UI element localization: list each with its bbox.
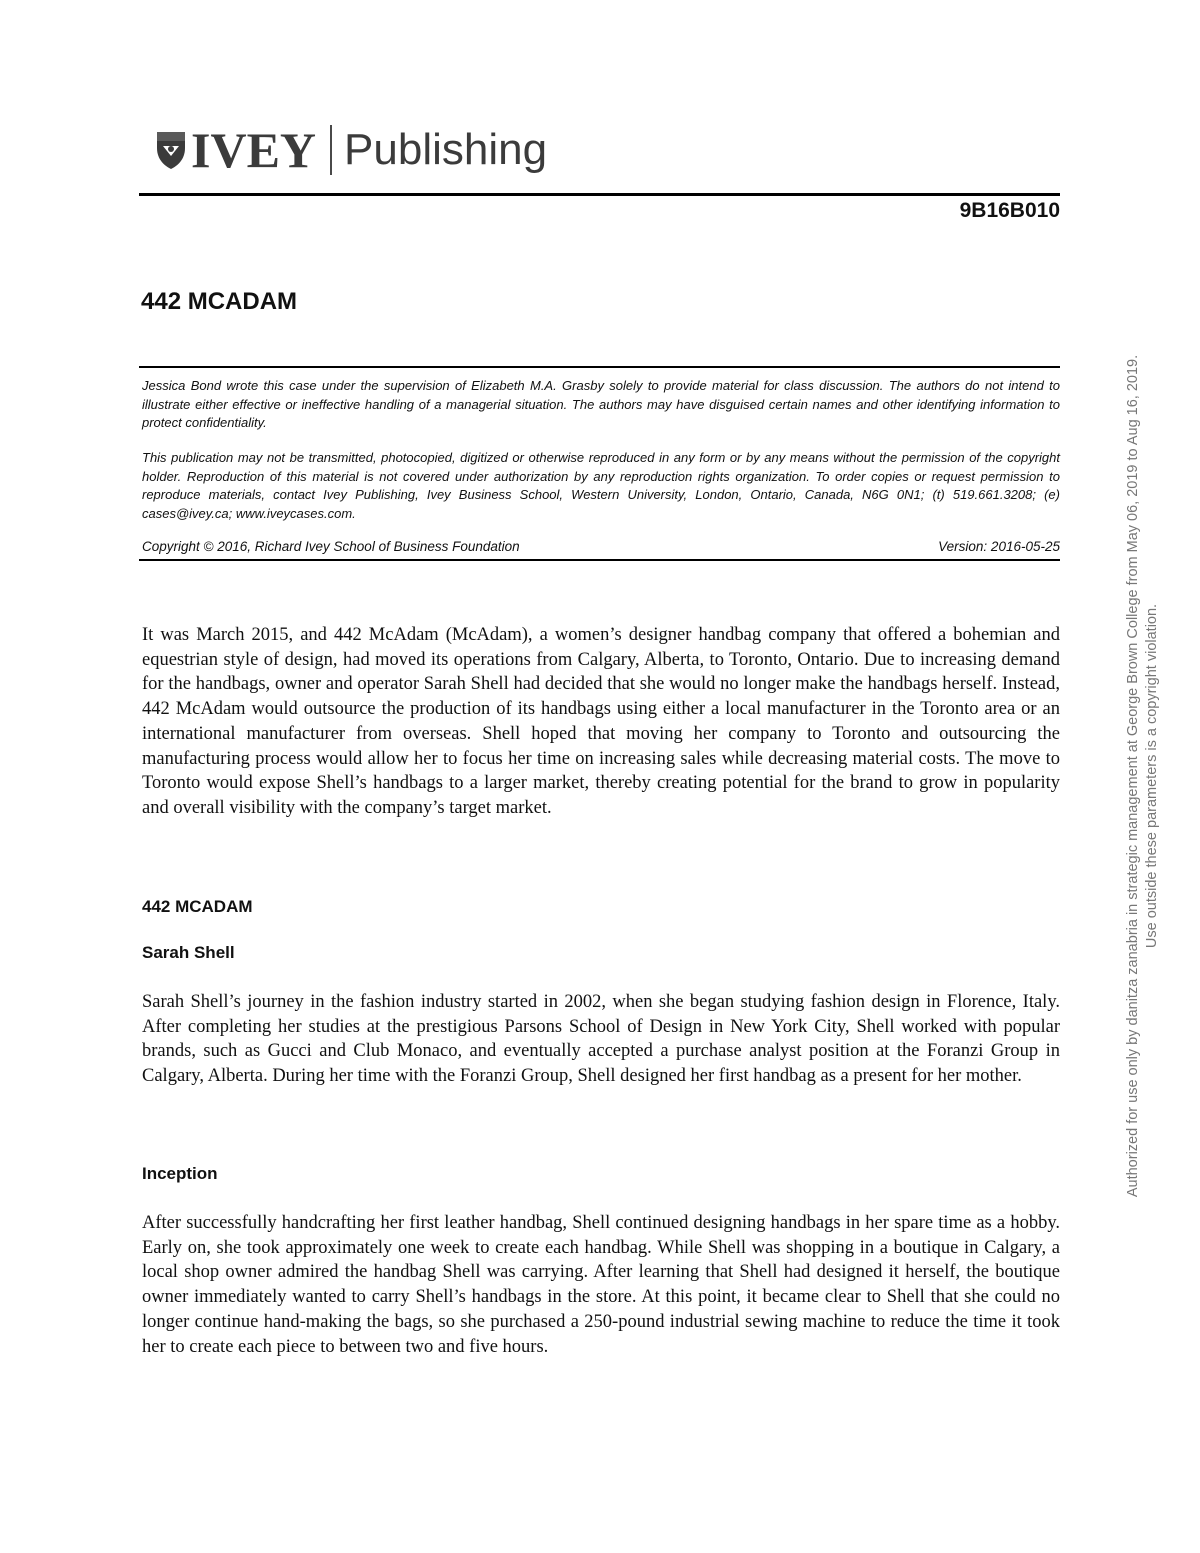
header-rule <box>139 193 1060 196</box>
inception-paragraph: After successfully handcrafting her first leather handbag, Shell continued designing handbags in her spare time as a hobby. Early on, she took approximately one week to create each handbag. While Shell was shopping in a boutique in Calgary, a local shop owner admired the handbag Shell was carrying. After learning that Shell had designed it herself, the boutique owner immediately wanted to carry Shell’s handbags in the store. At this point, it became clear to Shell that she could no longer continue hand-making the bags, so she purchased a 250-pound industrial sewing machine to reduce the time it took her to create each piece to between two and five hours. <box>142 1213 1060 1357</box>
ivey-shield-icon <box>155 130 187 170</box>
watermark-line-2: Use outside these parameters is a copyright violation. <box>1144 603 1160 949</box>
copyright-text: Copyright © 2016, Richard Ivey School of Business Foundation <box>142 539 520 554</box>
intro-paragraph: It was March 2015, and 442 McAdam (McAdam), a women’s designer handbag company that offered a bohemian and equestrian style of design, had moved its operations from Calgary, Alberta, to Toronto, Ontario. Due to increasing demand for the handbags, owner and operator Sarah Shell had decided that she would no longer make the handbags herself. Instead, 442 McAdam would outsource the production of its handbags using either a local manufacturer in the Toronto area or an international manufacturer from overseas. Shell hoped that moving her company to Toronto and outsourcing the manufacturing process would allow her to focus her time on increasing sales while decreasing material costs. The move to Toronto would expose Shell’s handbags to a larger market, thereby creating potential for the brand to grow in popularity and overall visibility with the company’s target market. <box>142 625 1060 818</box>
version-text: Version: 2016-05-25 <box>938 539 1060 554</box>
logo-separator <box>330 125 332 175</box>
copyright-row <box>142 539 1060 554</box>
case-title: 442 MCADAM <box>141 288 298 315</box>
sarah-shell-paragraph: Sarah Shell’s journey in the fashion industry started in 2002, when she began studying fashion design in Florence, Italy. After completing her studies at the prestigious Parsons School of Design in New York City, Shell worked with popular brands, such as Gucci and Club Monaco, and eventually accepted a purchase analyst position at the Foranzi Group in Calgary, Alberta. During her time with the Foranzi Group, Shell designed her first handbag as a present for her mother. <box>142 992 1060 1087</box>
watermark-line-1: Authorized for use only by danitza zanabria in strategic management at George Brown College from May 06, 2019 to Aug 16, 2019. <box>1125 354 1141 1198</box>
logo-publisher-text: Publishing <box>344 125 548 174</box>
ivey-publishing-logo <box>155 118 547 182</box>
disclaimer-top-rule <box>139 366 1060 368</box>
disclaimer-bottom-rule <box>139 559 1060 561</box>
logo-wordmark: IVEY <box>191 122 317 178</box>
section-heading-inception: Inception <box>142 1164 218 1183</box>
case-number: 9B16B010 <box>959 199 1060 222</box>
authorship-disclaimer: Jessica Bond wrote this case under the supervision of Elizabeth M.A. Grasby solely to provide material for class discussion. The authors do not intend to illustrate either effective or ineffective handling of a managerial situation. The authors may have disguised certain names and other identifying information to protect confidentiality. <box>142 378 1060 430</box>
permissions-notice: This publication may not be transmitted, photocopied, digitized or otherwise reproduced in any form or by any means without the permission of the copyright holder. Reproduction of this material is not covered under authorization by any reproduction rights organization. To order copies or request permission to reproduce materials, contact Ivey Publishing, Ivey Business School, Western University, London, Ontario, Canada, N6G 0N1; (t) 519.661.3208; (e) cases@ivey.ca; www.iveycases.com. <box>142 450 1060 521</box>
section-heading-sarah-shell: Sarah Shell <box>142 943 235 962</box>
section-heading-company: 442 MCADAM <box>142 897 253 916</box>
